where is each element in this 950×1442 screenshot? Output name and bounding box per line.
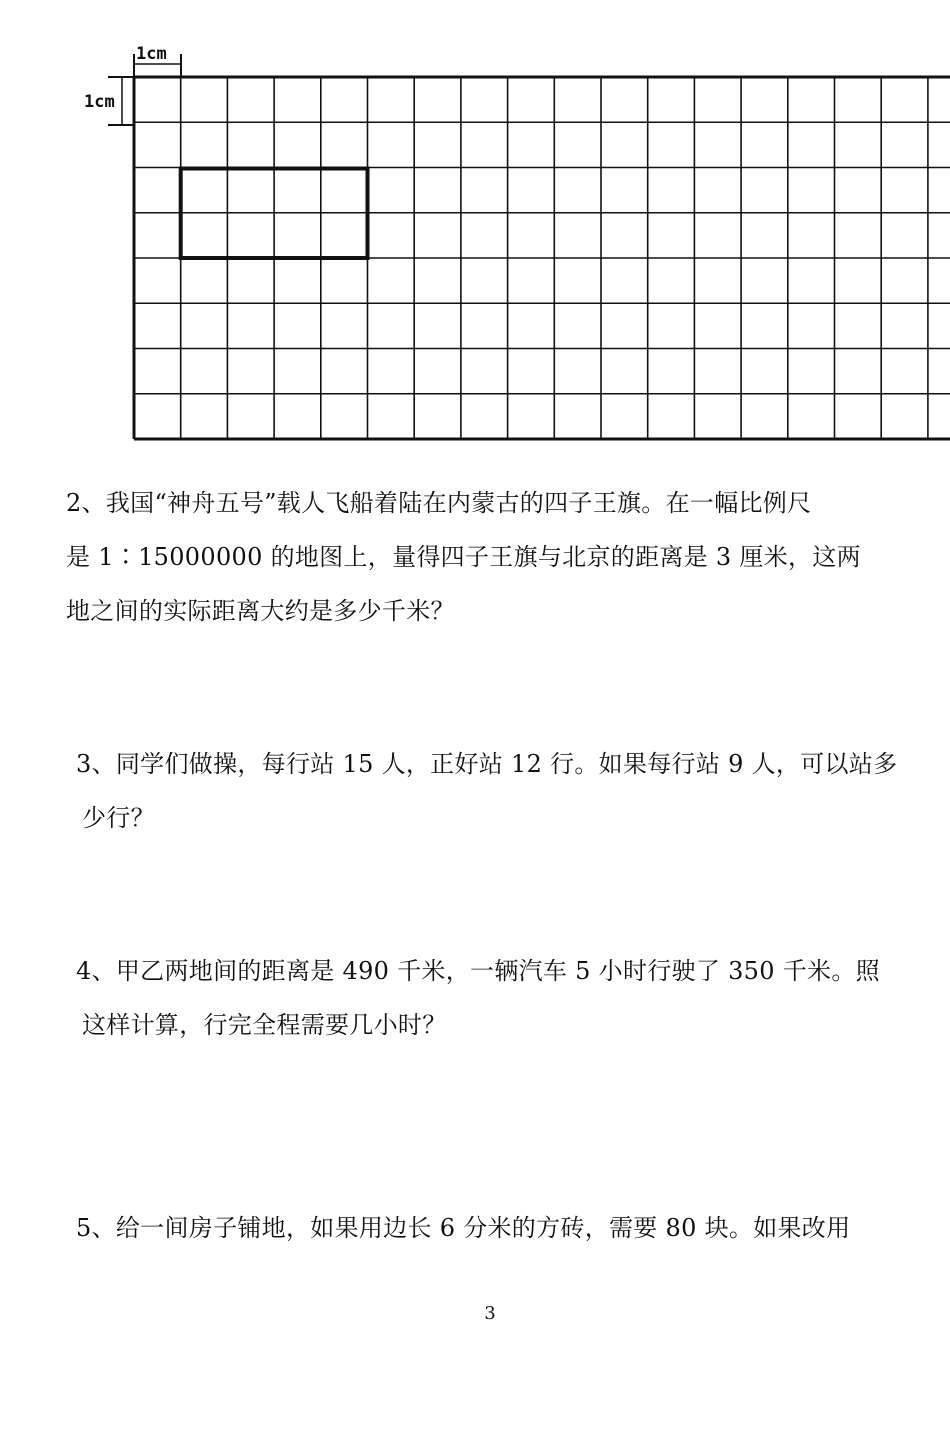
problem-2-line-1: 2、我国“神舟五号”载人飞船着陆在内蒙古的四子王旗。在一幅比例尺 xyxy=(66,489,812,517)
problem-4-line-1: 4、甲乙两地间的距离是 490 千米，一辆汽车 5 小时行驶了 350 千米。照 xyxy=(76,957,880,985)
problem-3-line-1: 3、同学们做操，每行站 15 人，正好站 12 行。如果每行站 9 人，可以站多 xyxy=(76,750,898,778)
word-problem-4 xyxy=(76,944,880,1052)
unit-marker-top xyxy=(134,44,181,76)
problem-2-line-3: 地之间的实际距离大约是多少千米？ xyxy=(66,597,455,625)
problem-5-line-1: 5、给一间房子铺地，如果用边长 6 分米的方砖，需要 80 块。如果改用 xyxy=(76,1214,851,1242)
word-problem-3 xyxy=(76,737,897,845)
unit-label-left: 1cm xyxy=(84,92,115,112)
word-problem-5 xyxy=(76,1201,850,1255)
grid-figure xyxy=(0,0,950,450)
page-number: 3 xyxy=(484,1303,496,1324)
word-problem-2 xyxy=(66,476,861,638)
unit-label-top: 1cm xyxy=(136,44,167,64)
problem-2-line-2: 是 1∶15000000 的地图上，量得四子王旗与北京的距离是 3 厘米，这两 xyxy=(66,543,861,571)
problem-4-line-2: 这样计算，行完全程需要几小时？ xyxy=(82,1011,447,1039)
problem-3-line-2: 少行？ xyxy=(82,804,155,832)
unit-marker-left xyxy=(84,77,134,125)
